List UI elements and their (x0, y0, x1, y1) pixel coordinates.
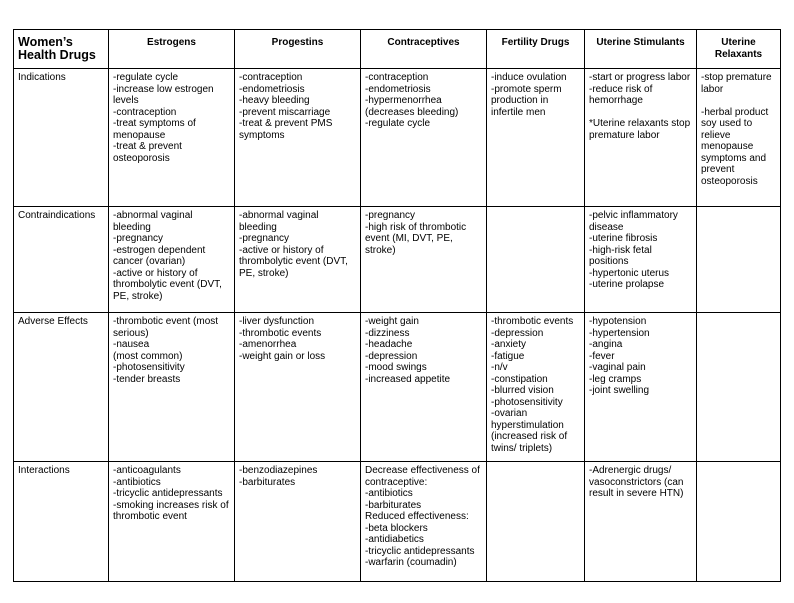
cell-line: -depression (491, 327, 544, 339)
cell-line: -endometriosis (239, 83, 305, 95)
cell-line: -ovarian hyperstimulation (increased risk of twins/ triplets) (491, 408, 570, 454)
row-label-interactions: Interactions (14, 462, 109, 582)
cell-line: -increased appetite (365, 373, 451, 385)
cell-line: -warfarin (coumadin) (365, 557, 457, 568)
cell-line: -leg cramps (589, 373, 642, 385)
table-cell (697, 69, 781, 207)
womens-health-drugs-table (13, 29, 781, 582)
cell-line: -herbal product soy used to relieve menopause symptoms and prevent osteoporosis (701, 106, 772, 187)
cell-line: -contraception (365, 72, 429, 83)
cell-line: -mood swings (365, 362, 427, 373)
cell-line: -uterine prolapse (589, 279, 665, 290)
cell-line: -benzodiazepines (239, 465, 318, 476)
table-cell (585, 69, 697, 207)
cell-line: -tender breasts (113, 373, 181, 385)
table-cell (487, 462, 585, 582)
cell-line: -stop premature labor (701, 72, 775, 95)
cell-line: -thrombotic events (239, 327, 322, 339)
cell-line: -barbiturates (365, 499, 422, 511)
table-cell (235, 462, 361, 582)
table-cell (235, 207, 361, 313)
cell-line: -tricyclic antidepressants (365, 545, 475, 557)
table-cell (361, 313, 487, 462)
column-header-fertility-drugs: Fertility Drugs (487, 30, 585, 69)
column-header-contraceptives: Contraceptives (361, 30, 487, 69)
row-label-adverse-effects: Adverse Effects (14, 313, 109, 462)
table-cell (697, 313, 781, 462)
cell-line: -dizziness (365, 327, 410, 339)
column-header-estrogens: Estrogens (109, 30, 235, 69)
cell-line: -regulate cycle (365, 118, 431, 129)
cell-line: -uterine fibrosis (589, 233, 658, 244)
cell-line: -contraception (239, 72, 303, 83)
cell-line: -nausea (113, 339, 150, 350)
cell-line: -treat & prevent PMS symptoms (239, 118, 336, 141)
cell-line: -active or history of thrombolytic event (DVT, PE, stroke) (239, 244, 351, 279)
cell-line: -depression (365, 350, 418, 362)
table-cell (697, 462, 781, 582)
table-cell (585, 462, 697, 582)
cell-line: -induce ovulation (491, 72, 567, 83)
cell-line: -antibiotics (365, 488, 413, 499)
table-cell (361, 462, 487, 582)
table-cell (487, 313, 585, 462)
cell-line: -high-risk fetal positions (589, 244, 655, 267)
table-cell (109, 462, 235, 582)
cell-line: -headache (365, 339, 413, 350)
cell-line: -hypermenorrhea (decreases bleeding) (365, 95, 459, 118)
table-cell (361, 69, 487, 207)
cell-line: -smoking increases risk of thrombotic event (113, 499, 232, 522)
cell-line: -prevent miscarriage (239, 106, 331, 118)
row-label-indications: Indications (14, 69, 109, 207)
cell-line: -antibiotics (113, 476, 161, 488)
cell-line: -pelvic inflammatory disease (589, 210, 681, 233)
table-cell (235, 69, 361, 207)
column-header-progestins: Progestins (235, 30, 361, 69)
cell-line: -heavy bleeding (239, 95, 310, 106)
cell-line: -weight gain (365, 316, 419, 327)
cell-line: (most common) (113, 350, 183, 362)
cell-line: Reduced effectiveness: (365, 511, 469, 522)
table-cell (109, 313, 235, 462)
cell-line: -angina (589, 339, 623, 350)
cell-line: -pregnancy (113, 233, 164, 244)
column-header-uterine-stimulants: Uterine Stimulants (585, 30, 697, 69)
cell-line: -barbiturates (239, 476, 296, 488)
cell-line: -start or progress labor (589, 72, 691, 83)
table-title: Women’s Health Drugs (14, 30, 109, 69)
table-row (14, 462, 781, 582)
cell-line: -constipation (491, 373, 548, 385)
table-cell (487, 69, 585, 207)
cell-line: -joint swelling (589, 385, 650, 396)
cell-line: -thrombotic event (most serious) (113, 316, 221, 339)
table-cell (109, 207, 235, 313)
cell-line: *Uterine relaxants stop premature labor (589, 118, 693, 141)
cell-line: -photosensitivity (491, 396, 563, 408)
cell-line: -pregnancy (239, 233, 290, 244)
header-row (14, 30, 781, 69)
cell-line: -active or history of thrombolytic event (DVT, PE, stroke) (113, 267, 225, 302)
cell-line: -thrombotic events (491, 316, 574, 327)
cell-line: -hypertonic uterus (589, 267, 670, 279)
table-cell (585, 207, 697, 313)
table-cell (361, 207, 487, 313)
cell-line: -photosensitivity (113, 362, 185, 373)
cell-line: -n/v (491, 362, 508, 373)
table-cell (585, 313, 697, 462)
table-cell (109, 69, 235, 207)
cell-line: -antidiabetics (365, 534, 424, 545)
cell-line: -promote sperm production in infertile men (491, 83, 565, 118)
table-cell (697, 207, 781, 313)
cell-line (589, 107, 692, 119)
cell-line: -treat & prevent osteoporosis (113, 141, 185, 164)
cell-line: -hypotension (589, 316, 647, 327)
cell-line: -beta blockers (365, 522, 428, 534)
cell-line: -high risk of thrombotic event (MI, DVT, PE, stroke) (365, 221, 469, 256)
table-row (14, 69, 781, 207)
cell-line: -reduce risk of hemorrhage (589, 83, 656, 106)
cell-line: -pregnancy (365, 210, 416, 221)
cell-line: -amenorrhea (239, 339, 297, 350)
table-cell (235, 313, 361, 462)
cell-line: -anticoagulants (113, 465, 181, 476)
cell-line: -fever (589, 350, 615, 362)
row-label-contraindications: Contraindications (14, 207, 109, 313)
table-cell (487, 207, 585, 313)
cell-line: -abnormal vaginal bleeding (113, 210, 196, 233)
table-row (14, 313, 781, 462)
cell-line: -hypertension (589, 327, 650, 339)
cell-line: Decrease effectiveness of contraceptive: (365, 465, 483, 488)
cell-line: -contraception (113, 106, 177, 118)
cell-line: -regulate cycle (113, 72, 179, 83)
cell-line: -anxiety (491, 339, 527, 350)
table-row (14, 207, 781, 313)
cell-line: -blurred vision (491, 385, 554, 396)
cell-line: -increase low estrogen levels (113, 83, 217, 106)
cell-line: -vaginal pain (589, 362, 646, 373)
cell-line: -treat symptoms of menopause (113, 118, 199, 141)
cell-line: -abnormal vaginal bleeding (239, 210, 322, 233)
cell-line: -liver dysfunction (239, 316, 315, 327)
cell-line: -weight gain or loss (239, 350, 326, 362)
cell-line: -estrogen dependent cancer (ovarian) (113, 244, 209, 267)
cell-line: -endometriosis (365, 83, 431, 95)
cell-line: -tricyclic antidepressants (113, 488, 223, 499)
cell-line: -fatigue (491, 350, 525, 362)
cell-line (701, 95, 776, 107)
cell-line: -Adrenergic drugs/ vasoconstrictors (can result in severe HTN) (589, 465, 687, 499)
column-header-uterine-relaxants: Uterine Relaxants (697, 30, 781, 69)
